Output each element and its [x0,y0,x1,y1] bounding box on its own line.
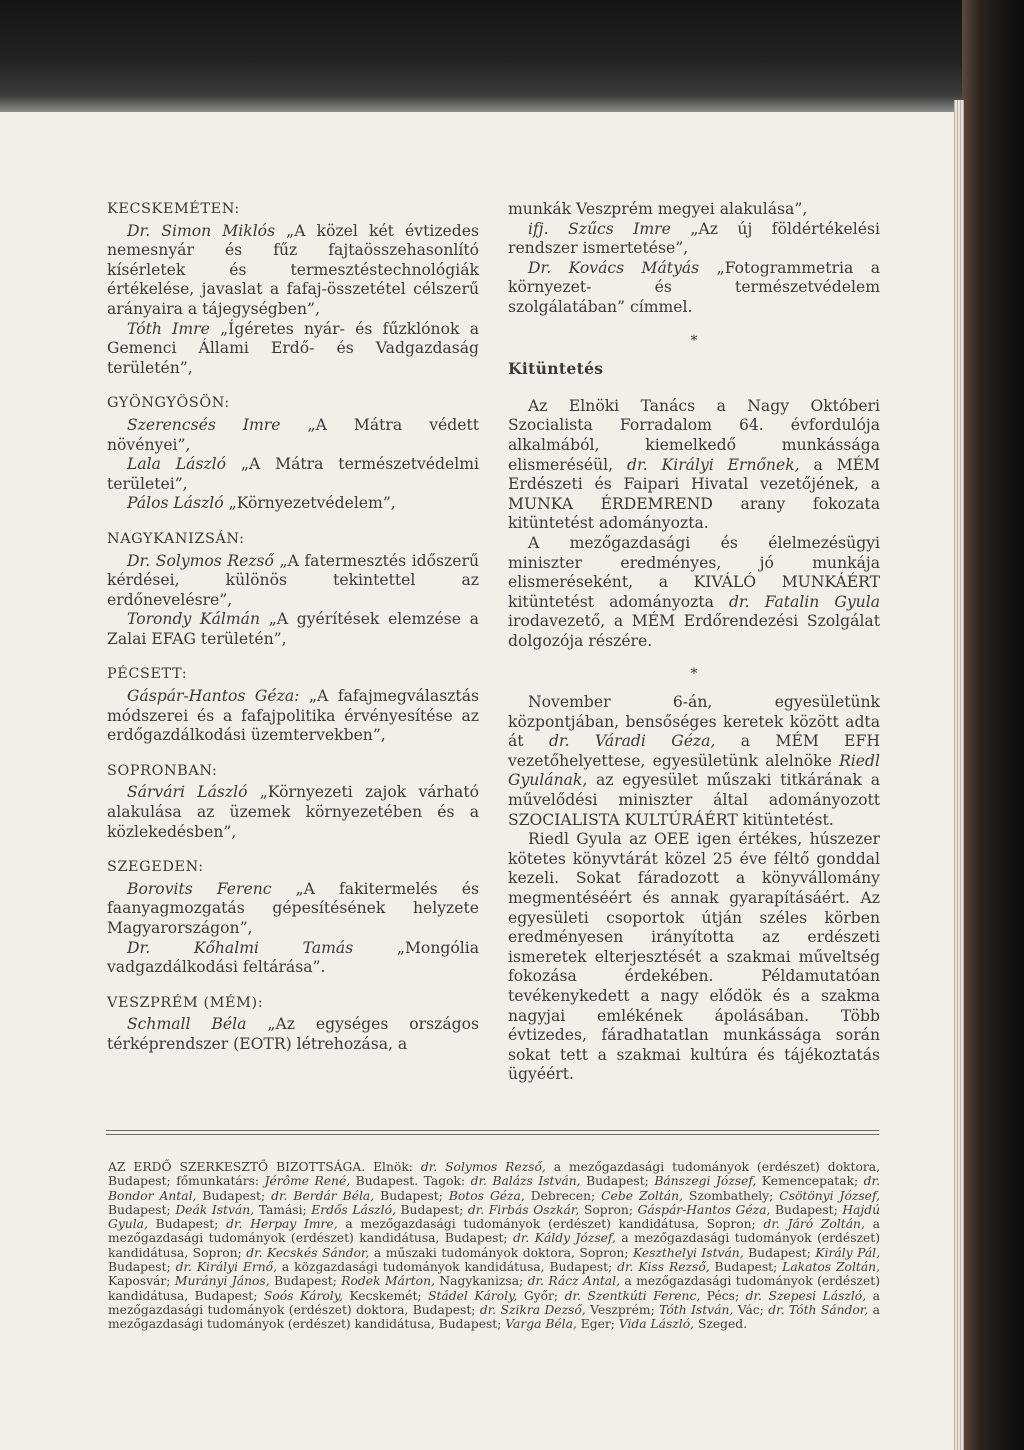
lecture-entry [508,259,880,318]
board-member-name: dr. Bondor Antal, [108,1174,880,1203]
board-member-name: dr. Tóth Sándor, [768,1302,869,1317]
lecture-title: „A közel két évtizedes nemesnyár és fűz fajtaösszehasonlító kísérletek és termesztéstechnológiák értékelése, javaslat a fafaj-összetétel célszerű arányaira a tájegységben”, [107,221,479,318]
left-column [107,200,479,1055]
board-member-text: Nagykanizsa; [434,1274,528,1289]
lecture-title: „A Mátra természetvédelmi területei”, [107,455,479,493]
city-heading: NAGYKANIZSÁN: [107,530,245,547]
board-member-text: AZ ERDŐ SZERKESZTŐ BIZOTTSÁGA. Elnök: [108,1160,421,1174]
board-member-text: Budapest; [147,1217,227,1232]
board-member-text: Tamási; [254,1202,312,1217]
lecturer-name: Borovits Ferenc [127,879,272,898]
board-member-name: dr. Rácz Antal, [527,1274,620,1289]
board-member-name: Keszthelyi István, [633,1245,744,1260]
award-name: dr. Fatalin Gyula [728,592,880,611]
city-heading: PÉCSETT: [107,666,188,683]
board-member-text: Sopron; [579,1202,638,1217]
board-member-text: Szombathely; [682,1188,780,1203]
board-member-name: Varga Béla, [505,1317,577,1332]
board-member-text: Győr; [517,1288,565,1303]
news-paragraph [508,830,880,1085]
lecture-entry [107,880,479,939]
lecturer-name: Lala László [127,455,227,474]
board-member-name: dr. Berdár Béla, [271,1188,375,1203]
board-member-text: Debrecen; [524,1188,602,1203]
board-member-name: Gáspár-Hantos Géza, [637,1202,771,1217]
news-paragraphs [508,693,880,1085]
board-member-text: Budapest. Tagok: [350,1174,471,1189]
board-member-text: Vác; [733,1302,769,1317]
award-paragraphs [508,397,880,652]
lecture-entry [107,416,479,455]
award-text: irodavezető, a MÉM Erdőrendezési Szolgálat dolgozója részére. [508,612,880,650]
news-text: az egyesület műszaki titkárának a művelődési miniszter által adományozott SZOCIALISTA KULTÚRÁÉRT kitüntetést. [508,771,880,829]
lecture-title: „Fotogrammetria a környezet- és természetvédelem szolgálatában” címmel. [508,258,880,316]
board-member-text: a műszaki tudományok doktora, Sopron; [369,1245,633,1260]
board-member-name: dr. Káldy József, [513,1231,616,1246]
lecture-entry [508,200,880,220]
board-member-text: Szeged. [694,1317,748,1332]
news-text: November 6-án, egyesületünk központjában, bensőséges keretek között adta át [508,693,880,751]
board-member-text: Budapest; [108,1260,176,1275]
lecture-entry [107,687,479,746]
lecture-entry [107,552,479,611]
lecturer-name: Dr. Kőhalmi Tamás [127,938,354,957]
lecture-entry [508,220,880,259]
board-member-name: Deák István, [175,1202,255,1217]
lecturer-name: Torondy Kálmán [127,610,261,629]
board-member-name: Vida László, [618,1317,695,1332]
board-member-name: dr. Kiss Rezső, [617,1260,710,1275]
board-member-name: Lakatos Zoltán, [782,1260,880,1275]
award-heading: Kitüntetés [508,359,604,379]
lecturer-name: Tóth Imre [127,319,210,338]
board-member-text: Budapest; [395,1202,468,1217]
city-heading: SZEGEDEN: [107,859,204,876]
board-member-name: dr. Szikra Dezső, [479,1302,586,1317]
board-member-name: Cebe Zoltán, [601,1188,683,1203]
board-member-text: Budapest; [709,1260,783,1275]
lecturer-name: Dr. Solymos Rezső [127,551,274,570]
lecture-entry [107,494,479,514]
lecture-title: „A fafajmegválasztás módszerei és a fafajpolitika érvényesítése az erdőgazdálkodási üzemtervekben”, [107,687,479,745]
board-member-text: a mezőgazdasági tudományok (erdészet) doktora, Budapest; [108,1288,880,1317]
right-column [508,200,880,1085]
board-member-name: Botos Géza, [448,1188,525,1203]
board-member-name: Király Pál, [815,1245,881,1260]
board-member-name: dr. Kecskés Sándor, [246,1245,370,1260]
board-member-text: a mezőgazdasági tudományok (erdészet) kandidátusa, Budapest; [108,1274,881,1303]
board-member-text: Budapest; [108,1202,176,1217]
board-member-text: Kecskemét; [342,1288,429,1303]
lecture-entry [107,222,479,320]
lecturer-name: Gáspár-Hantos Géza: [127,687,300,706]
board-member-name: Bánszegi József, [654,1174,757,1189]
lecturer-name: Schmall Béla [127,1015,247,1034]
board-member-name: dr. Firbás Oszkár, [467,1202,580,1217]
lecturer-name: Sárvári László [127,783,248,802]
city-heading: GYÖNGYÖSÖN: [107,395,230,412]
lecture-entry [107,1015,479,1054]
book-spine-edge [962,0,1024,1450]
lecture-continuation [508,200,880,318]
board-member-name: Rodek Márton, [341,1274,435,1289]
board-member-name: dr. Balázs István, [470,1174,581,1189]
award-paragraph [508,397,880,534]
news-text: Riedl Gyula az OEE igen értékes, húszezer kötetes könyvtárát közel 25 éve féltő gonddal kezeli. Sokat fáradozott a könyvállomány megmentéséért és annak gyarapításáért. Az egyesületi csoportok útján széles körben eredményesen irányította az erdészeti ismeretek elterjesztését a szakmai műveltség fokozása érdekében. Példamutatóan tevékenykedett a nagy elődök és a szakma nagyjai emlékének ápolásában. Több évtizedes, fáradhatatlan munkássága során sokat tett a szakmai kultúra és tájékoztatás ügyéért. [508,830,880,1084]
lecture-title: „Az egységes országos térképrendszer (EOTR) létrehozása, a [107,1015,479,1053]
board-member-name: Tóth István, [659,1302,734,1317]
board-member-name: Soós Károly, [263,1288,343,1303]
lecture-entry [107,783,479,842]
lecture-title: „A fatermesztés időszerű kérdései, különös tekintettel az erdőnevelésre”, [107,551,479,609]
board-member-name: Jérôme René, [264,1174,351,1189]
lecturer-name: Szerencsés Imre [127,415,281,434]
footer-divider-rule [106,1130,879,1135]
lecture-title: „A fakitermelés és faanyagmozgatás gépesítésének helyzete Magyarországon”, [107,879,479,937]
lecture-title: „Ígéretes nyár- és fűzklónok a Gemenci Állami Erdő- és Vadgazdaság területén”, [107,319,479,377]
news-paragraph [508,693,880,830]
lecture-title: „Környezeti zajok várható alakulása az üzemek környezetében és a közlekedésben”, [107,783,480,841]
news-name: dr. Váradi Géza, [548,732,716,751]
lecture-title: munkák Veszprém megyei alakulása”, [508,200,808,218]
lecture-title: „Környezetvédelem”, [223,494,396,513]
board-member-text: Budapest; [580,1174,655,1189]
board-member-name: dr. Herpay Imre, [226,1217,338,1232]
city-heading: KECSKEMÉTEN: [107,201,240,217]
board-member-text: Pécs; [700,1288,746,1303]
news-text: a MÉM EFH vezetőhelyettese, egyesületünk alelnöke [508,732,880,770]
board-member-name: Hajdú Gyula, [108,1202,880,1232]
award-text: Az Elnöki Tanács a Nagy Októberi Szocialista Forradalom 64. évfordulója alkalmából, kiemelkedő munkássága elismeréséül, [508,396,880,474]
board-member-text: Budapest; [743,1245,816,1260]
lecture-entry [107,455,479,494]
award-paragraph [508,534,880,652]
award-name: dr. Királyi Ernőnek, [627,455,800,474]
lecture-title: „A Mátra védett növényei”, [107,415,479,454]
board-member-name: Erdős László, [311,1202,396,1217]
board-member-text: Budapest; [269,1274,342,1289]
city-heading: VESZPRÉM (MÉM): [107,994,264,1011]
board-member-text: a mezőgazdasági tudományok (erdészet) kandidátusa, Budapest; [108,1217,880,1246]
board-member-text: Kemencepatak; [756,1174,864,1189]
lecturer-name: Pálos László [127,494,224,513]
lecture-entry [107,610,479,649]
scan-dark-border-top [0,0,1024,112]
award-text: a MÉM Erdészeti és Faipari Hivatal vezetőjének, a MUNKA ÉRDEMREND arany fokozata kitüntetést adományozta. [508,455,881,533]
section-separator-star: * [690,666,698,683]
board-member-text: Eger; [576,1317,619,1332]
board-member-text: Budapest; [770,1202,843,1217]
lecture-entry [107,320,479,379]
city-heading: SOPRONBAN: [107,762,218,779]
board-member-text: a mezőgazdasági tudományok (erdészet) kandidátusa, Sopron; [108,1231,880,1260]
board-member-name: dr. Szentkúti Ferenc, [564,1288,701,1303]
news-name: Riedl Gyulának, [508,751,880,790]
page-stack-edge [954,100,964,1450]
board-member-name: dr. Királyi Ernő, [175,1260,277,1275]
board-member-text: a mezőgazdasági tudományok (erdészet) kandidátusa, Sopron; [337,1217,764,1232]
award-text: A mezőgazdasági és élelmezésügyi miniszter eredményes, jó munkája elismeréseként, a KIVÁLÓ MUNKÁÉRT kitüntetést adományozta [508,533,880,611]
board-member-name: Murányi János, [174,1274,270,1289]
editorial-board-text [108,1160,880,1332]
board-member-name: Csötönyi József, [779,1188,880,1203]
board-member-text: a közgazdasági tudományok kandidátusa, Budapest; [276,1260,618,1275]
lecturer-name: Dr. Kovács Mátyás [528,258,700,277]
section-separator-star: * [690,332,698,349]
board-member-name: dr. Járó Zoltán, [763,1217,865,1232]
lecture-title: „Az új földértékelési rendszer ismertetése”, [508,219,880,258]
board-member-text: a mezőgazdasági tudományok (erdészet) doktora, Budapest; főmunkatárs: [108,1160,880,1189]
lecture-title: „Mongólia vadgazdálkodási feltárása”. [107,938,480,977]
lecture-entry [107,939,479,978]
board-member-text: Kaposvár; [108,1274,175,1289]
board-member-text: Veszprém; [585,1302,660,1317]
lecturer-name: Dr. Simon Miklós [127,221,276,240]
lecturer-name: ifj. Szűcs Imre [528,219,671,238]
board-member-name: Stádel Károly, [428,1288,518,1303]
lecture-title: „A gyérítések elemzése a Zalai EFAG területén”, [107,610,479,648]
board-member-name: dr. Solymos Rezső, [420,1160,546,1174]
board-member-text: Budapest; [374,1188,449,1203]
board-member-text: a mezőgazdasági tudományok (erdészet) kandidátusa, Budapest; [108,1302,880,1332]
board-member-text: Budapest; [196,1188,272,1203]
board-member-name: dr. Szepesi László, [745,1288,867,1303]
